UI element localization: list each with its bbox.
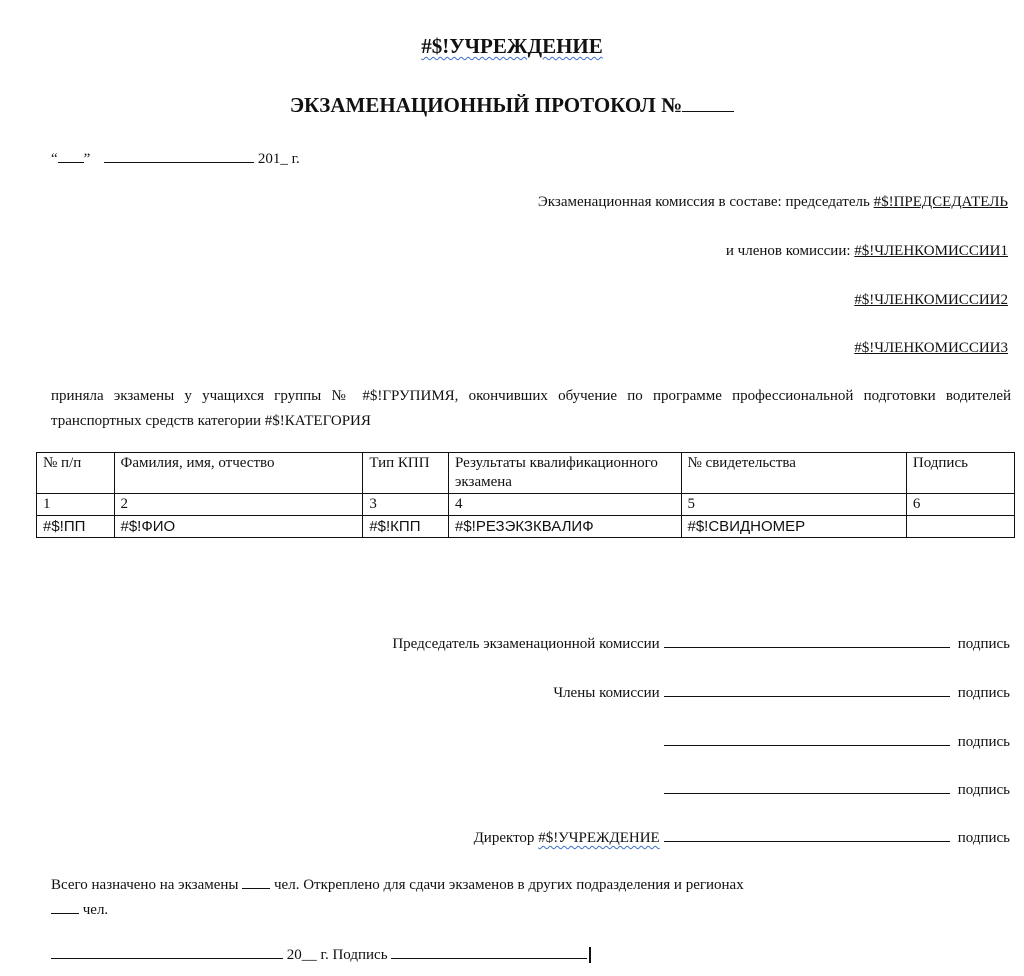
table-cell: #$!ПП (37, 516, 115, 538)
footer-year-signature: 20__ г. Подпись (286, 947, 388, 963)
sig-director-label: Директор (473, 830, 535, 846)
header-cell: Результаты квалификационного экзамена (448, 453, 681, 494)
signature-line (664, 779, 950, 794)
commission-chair-line (538, 194, 1008, 211)
table-cell: #$!ФИО (114, 516, 363, 538)
final-date-blank (51, 946, 283, 959)
results-table (36, 452, 1015, 538)
final-signature-blank (391, 946, 587, 959)
institution-placeholder: #$!УЧРЕЖДЕНИЕ (421, 34, 603, 58)
member2-value: #$!ЧЛЕНКОМИССИИ2 (854, 292, 1008, 308)
footer-line1 (51, 876, 744, 894)
protocol-number-blank (682, 99, 734, 112)
footer-line2 (51, 901, 108, 919)
commission-members-line (726, 243, 1008, 260)
table-cell: #$!РЕЗЭКЗКВАЛИФ (448, 516, 681, 538)
assigned-blank (242, 876, 270, 889)
commission-member3-line (854, 340, 1008, 357)
signature-line (664, 633, 950, 648)
signature-member2 (660, 731, 1010, 751)
sig-chair-label: Председатель экзаменационной комиссии (392, 636, 660, 652)
header-cell: № свидетельства (681, 453, 906, 494)
signature-chair (392, 633, 1010, 653)
table-cell (906, 516, 1014, 538)
chair-label: Экзаменационная комиссия в составе: председатель (537, 194, 870, 210)
institution-title (0, 34, 1024, 59)
signature-director (474, 827, 1010, 847)
number-cell: 4 (448, 494, 681, 516)
header-cell: Фамилия, имя, отчество (114, 453, 363, 494)
table-cell: #$!КПП (363, 516, 449, 538)
number-cell: 6 (906, 494, 1014, 516)
sig-word: подпись (957, 685, 1010, 701)
signature-line (664, 731, 950, 746)
signature-line (664, 682, 950, 697)
footer-line3 (51, 946, 591, 964)
signature-line (664, 827, 950, 842)
header-cell: Подпись (906, 453, 1014, 494)
footer-assigned-label: Всего назначено на экзамены (51, 877, 239, 893)
text-cursor (589, 947, 591, 963)
date-year: 201_ г. (257, 151, 300, 167)
header-cell: Тип КПП (363, 453, 449, 494)
members-label: и членов комиссии: (725, 243, 851, 259)
sig-director-value: #$!УЧРЕЖДЕНИЕ (538, 830, 660, 846)
date-line (51, 150, 300, 168)
number-cell: 2 (114, 494, 363, 516)
number-cell: 3 (363, 494, 449, 516)
sig-word: подпись (957, 782, 1010, 798)
header-cell: № п/п (37, 453, 115, 494)
table-number-row (37, 494, 1015, 516)
signature-member3 (660, 779, 1010, 799)
month-blank (104, 150, 254, 163)
detached-blank (51, 901, 79, 914)
table-row (37, 516, 1015, 538)
signature-member1 (553, 682, 1010, 702)
table-cell: #$!СВИДНОМЕР (681, 516, 906, 538)
sig-word: подпись (957, 830, 1010, 846)
chair-value: #$!ПРЕДСЕДАТЕЛЬ (873, 194, 1008, 210)
day-blank (58, 150, 84, 163)
sig-word: подпись (957, 734, 1010, 750)
table-header-row (37, 453, 1015, 494)
commission-member2-line (854, 292, 1008, 309)
sig-word: подпись (957, 636, 1010, 652)
protocol-title-text: ЭКЗАМЕНАЦИОННЫЙ ПРОТОКОЛ № (289, 93, 683, 117)
quote-close: ” (83, 151, 91, 167)
member3-value: #$!ЧЛЕНКОМИССИИ3 (854, 340, 1008, 356)
footer-detached-label: чел. Откреплено для сдачи экзаменов в других подразделения и регионах (274, 877, 744, 893)
number-cell: 5 (681, 494, 906, 516)
member1-value: #$!ЧЛЕНКОМИССИИ1 (854, 243, 1008, 259)
footer-persons: чел. (82, 902, 109, 918)
exam-paragraph: приняла экзамены у учащихся группы № #$!ГРУПИМЯ, окончивших обучение по программе профессиональной подготовки водителей транспортных средств категории #$!КАТЕГОРИЯ (51, 388, 1011, 429)
quote-open: “ (51, 151, 58, 167)
number-cell: 1 (37, 494, 115, 516)
sig-members-label: Члены комиссии (553, 685, 660, 701)
protocol-title (0, 93, 1024, 118)
